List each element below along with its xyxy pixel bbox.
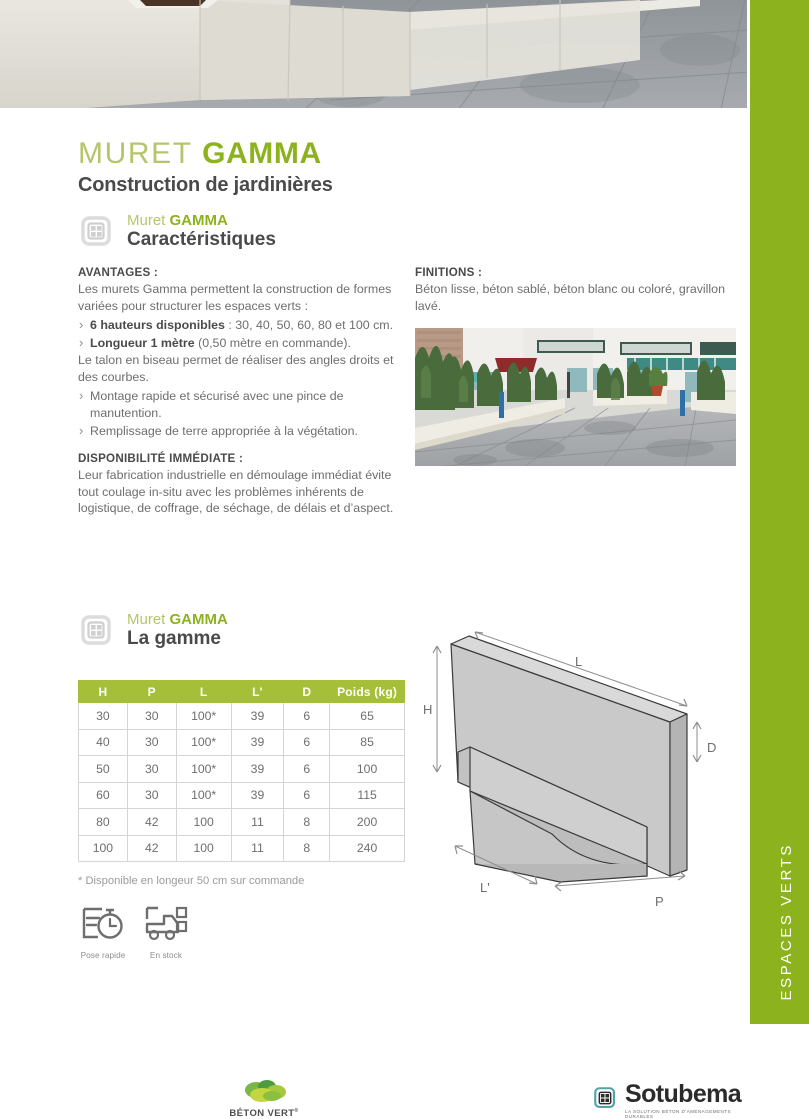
dimension-label-h: H xyxy=(423,702,433,717)
cell: 6 xyxy=(284,756,330,783)
section-eyebrow: Muret GAMMA xyxy=(127,212,228,229)
column-header-d: D xyxy=(284,681,330,703)
table-row xyxy=(79,703,405,730)
finitions-column xyxy=(415,266,740,315)
section-heading-la-gamme xyxy=(78,611,228,650)
table-row xyxy=(79,782,405,809)
column-header-l-prime: L' xyxy=(231,681,284,703)
column-header-p: P xyxy=(127,681,176,703)
grid-square-icon xyxy=(78,213,114,249)
cell: 85 xyxy=(330,729,405,756)
table-row xyxy=(79,809,405,836)
advantages-note: Le talon en biseau permet de réaliser des angles droits et des courbes. xyxy=(78,353,394,385)
cell: 30 xyxy=(127,756,176,783)
dimension-label-l-prime: L' xyxy=(480,880,490,895)
sotubema-wordmark: Sotubema xyxy=(625,1080,742,1108)
courtyard-planters-photo xyxy=(415,328,736,466)
cell: 60 xyxy=(79,782,128,809)
cell: 30 xyxy=(127,703,176,730)
cell: 100* xyxy=(176,703,231,730)
page-title-bold: GAMMA xyxy=(202,137,322,170)
grid-square-icon xyxy=(78,612,114,648)
advantages-column xyxy=(78,266,396,517)
cell: 11 xyxy=(231,835,284,862)
section-title: La gamme xyxy=(127,628,221,650)
cell: 115 xyxy=(330,782,405,809)
cell: 30 xyxy=(127,729,176,756)
finitions-heading: FINITIONS : xyxy=(415,266,483,279)
technical-drawing-muret xyxy=(415,614,745,944)
cell: 11 xyxy=(231,809,284,836)
availability-text: Leur fabrication industrielle en démoulage immédiat évite tout coulage in-situ avec les problèmes inhérents de logistique, de coffrage, de séchage, de délais et d’aspect. xyxy=(78,467,394,516)
table-row xyxy=(79,835,405,862)
sotubema-tagline: LA SOLUTION BÉTON D'AMÉNAGEMENTS DURABLES xyxy=(625,1109,732,1119)
column-header-l: L xyxy=(176,681,231,703)
table-row xyxy=(79,756,405,783)
availability-heading: DISPONIBILITÉ IMMÉDIATE : xyxy=(78,451,244,465)
cell: 100 xyxy=(176,809,231,836)
list-item: › Montage rapide et sécurisé avec une pince de manutention. xyxy=(78,388,396,422)
cell: 8 xyxy=(284,809,330,836)
advantages-bullet-list-2 xyxy=(78,388,396,440)
cell: 100 xyxy=(79,835,128,862)
cell: 42 xyxy=(127,835,176,862)
finitions-text: Béton lisse, béton sablé, béton blanc ou coloré, gravillon lavé. xyxy=(415,282,725,313)
cell: 6 xyxy=(284,729,330,756)
cell: 80 xyxy=(79,809,128,836)
page-content xyxy=(0,114,750,1119)
section-eyebrow: Muret GAMMA xyxy=(127,611,228,628)
advantages-bullet-list xyxy=(78,317,396,352)
cell: 100 xyxy=(176,835,231,862)
cell: 100* xyxy=(176,782,231,809)
cell: 100 xyxy=(330,756,405,783)
cell: 65 xyxy=(330,703,405,730)
cell: 6 xyxy=(284,703,330,730)
cell: 42 xyxy=(127,809,176,836)
advantages-heading: AVANTAGES : xyxy=(78,266,159,279)
section-heading-caracteristiques xyxy=(78,212,276,251)
cell: 240 xyxy=(330,835,405,862)
feature-en-stock xyxy=(143,904,189,960)
column-header-poids: Poids (kg) xyxy=(330,681,405,703)
cell: 8 xyxy=(284,835,330,862)
section-tab-sidebar xyxy=(750,0,809,1024)
logo-beton-vert xyxy=(228,1077,300,1119)
page-subtitle: Construction de jardinières xyxy=(78,174,333,196)
table-footnote: * Disponible en longeur 50 cm sur commande xyxy=(78,875,305,887)
truck-in-stock-icon xyxy=(143,904,189,944)
advantages-intro: Les murets Gamma permettent la construction de formes variées pour structurer les espaces verts : xyxy=(78,282,392,313)
cell: 100* xyxy=(176,756,231,783)
cell: 40 xyxy=(79,729,128,756)
cell: 39 xyxy=(231,729,284,756)
logo-beton-vert-text: BÉTON VERT® xyxy=(229,1108,299,1119)
feature-caption: Pose rapide xyxy=(80,951,126,960)
page-title-light: MURET xyxy=(78,137,203,170)
cell: 50 xyxy=(79,756,128,783)
column-header-h: H xyxy=(79,681,128,703)
feature-caption: En stock xyxy=(149,951,183,960)
feature-pose-rapide xyxy=(80,904,126,960)
beton-vert-bush-icon xyxy=(234,1077,294,1105)
dimension-label-l: L xyxy=(575,654,583,669)
cell: 39 xyxy=(231,756,284,783)
cell: 6 xyxy=(284,782,330,809)
dimension-label-p: P xyxy=(655,894,664,909)
dimension-label-d: D xyxy=(707,740,717,755)
cell: 39 xyxy=(231,703,284,730)
dimensions-table xyxy=(78,680,405,862)
hero-photo-planters-paving xyxy=(0,0,750,114)
cell: 100* xyxy=(176,729,231,756)
cell: 39 xyxy=(231,782,284,809)
table-header-row xyxy=(79,681,405,703)
page-title xyxy=(78,137,322,171)
list-item: › Longueur 1 mètre (0,50 mètre en commande). xyxy=(78,335,396,352)
sidebar-label: ESPACES VERTS xyxy=(778,842,795,1000)
cell: 200 xyxy=(330,809,405,836)
section-title: Caractéristiques xyxy=(127,229,276,251)
table-row xyxy=(79,729,405,756)
cell: 30 xyxy=(79,703,128,730)
list-item: › 6 hauteurs disponibles : 30, 40, 50, 60, 80 et 100 cm. xyxy=(78,317,396,334)
list-item: › Remplissage de terre appropriée à la végétation. xyxy=(78,423,396,440)
cell: 30 xyxy=(127,782,176,809)
stopwatch-fast-install-icon xyxy=(80,904,126,944)
sotubema-grid-icon xyxy=(592,1085,618,1116)
logo-sotubema xyxy=(592,1082,750,1119)
